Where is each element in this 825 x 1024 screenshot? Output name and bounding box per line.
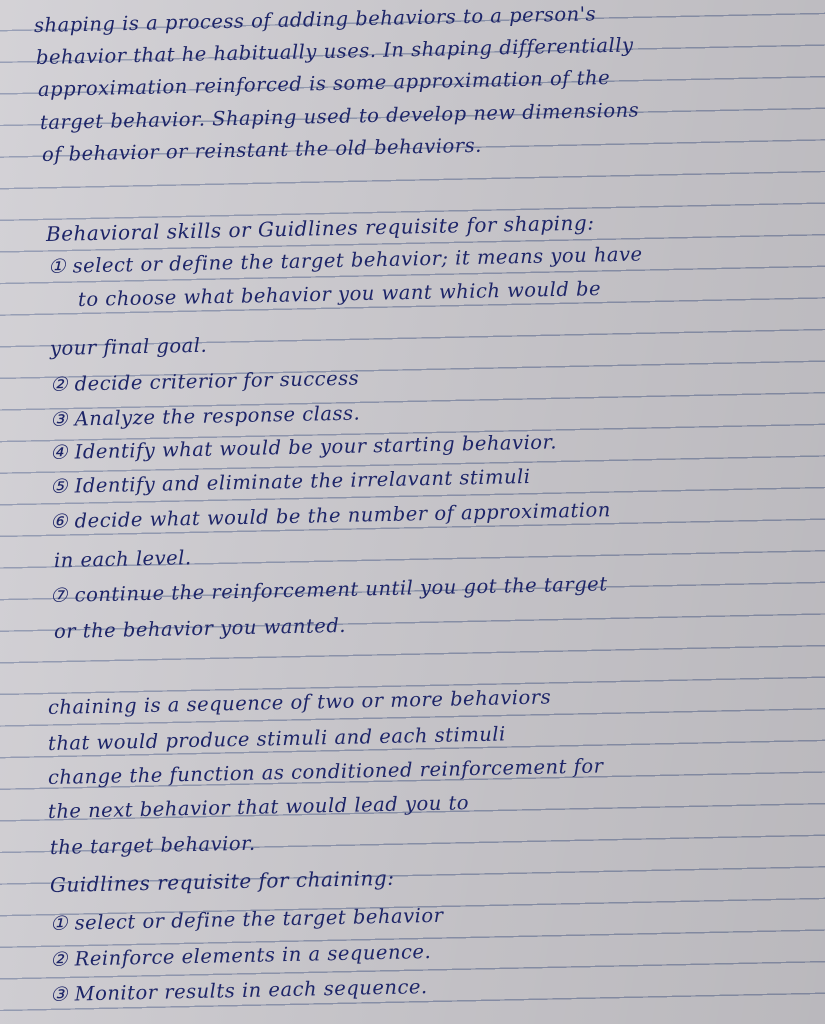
section-heading: Behavioral skills or Guidlines requisite for shaping: (45, 210, 595, 246)
list-item-continuation: to choose what behavior you want which would be (77, 277, 602, 311)
list-item-continuation: or the behavior you wanted. (53, 613, 347, 643)
text-line: chaining is a sequence of two or more behaviors (47, 685, 552, 719)
text-line: behavior that he habitually uses. In shaping differentially (35, 33, 634, 69)
section-heading: Guidlines requisite for chaining: (49, 865, 395, 897)
list-item: ③ Analyze the response class. (49, 401, 361, 431)
list-item: ⑥ decide what would be the number of approximation (49, 498, 612, 533)
list-item: ⑤ Identify and eliminate the irrelavant stimuli (49, 464, 531, 498)
list-item-continuation: in each level. (53, 546, 192, 572)
text-line: the target behavior. (49, 831, 256, 859)
list-item-continuation: your final goal. (49, 333, 208, 360)
text-line: the next behavior that would lead you to (47, 791, 470, 823)
text-line: change the function as conditioned reinforcement for (47, 754, 604, 789)
list-item: ② Reinforce elements in a sequence. (49, 940, 432, 971)
list-item: ① select or define the target behavior (49, 903, 444, 935)
list-item: ③ Monitor results in each sequence. (49, 975, 428, 1006)
text-line: of behavior or reinstant the old behaviors. (41, 133, 483, 166)
list-item: ② decide criterior for success (49, 366, 360, 396)
text-line: approximation reinforced is some approximation of the (37, 66, 611, 101)
text-line: shaping is a process of adding behaviors to a person's (33, 2, 597, 37)
list-item: ① select or define the target behavior; it means you have (47, 242, 643, 278)
list-item: ④ Identify what would be your starting behavior. (49, 430, 558, 464)
text-line: target behavior. Shaping used to develop new dimensions (39, 98, 640, 134)
text-line: that would produce stimuli and each stimuli (47, 722, 506, 755)
list-item: ⑦ continue the reinforcement until you got the target (49, 572, 608, 607)
